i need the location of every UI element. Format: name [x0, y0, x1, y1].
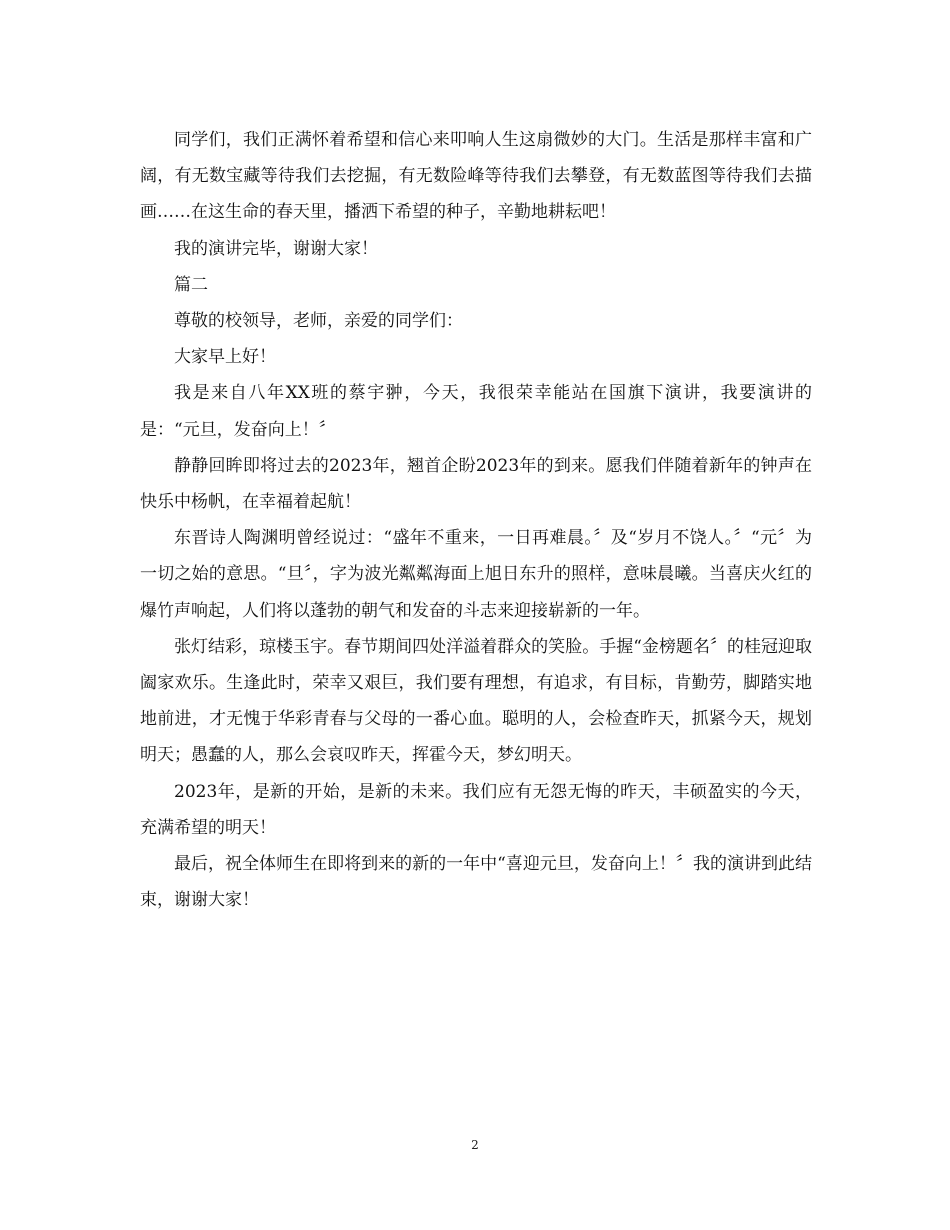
paragraph-6: 我是来自八年XX班的蔡宇翀，今天，我很荣幸能站在国旗下演讲，我要演讲的是：“元旦，发奋向上！〞 [140, 383, 812, 440]
paragraph-7: 静静回眸即将过去的2023年，翘首企盼2023年的到来。愿我们伴随着新年的钟声在快乐中杨帆，在幸福着起航！ [140, 455, 812, 513]
document-body [140, 122, 812, 918]
paragraph-2: 我的演讲完毕，谢谢大家！ [174, 238, 378, 259]
paragraph-8: 东晋诗人陶渊明曾经说过：“盛年不重来，一日再难晨。〞及“岁月不饶人。〞“元〞为一切之始的意思。“旦〞，字为波光粼粼海面上旭日东升的照样，意味晨曦。当喜庆火红的爆竹声响起，人们将以蓬勃的朝气和发奋的斗志来迎接崭新的一年。 [140, 528, 812, 621]
paragraph-10: 2023年，是新的开始，是新的未来。我们应有无怨无悔的昨天，丰硕盈实的今天，充满希望的明天！ [140, 781, 812, 838]
paragraph-11: 最后，祝全体师生在即将到来的新的一年中“喜迎元旦，发奋向上！〞我的演讲到此结束，谢谢大家！ [140, 854, 812, 911]
paragraph-1: 同学们，我们正满怀着希望和信心来叩响人生这扇微妙的大门。生活是那样丰富和广阔，有无数宝藏等待我们去挖掘，有无数险峰等待我们去攀登，有无数蓝图等待我们去描画……在这生命的春天里，播洒下希望的种子，辛勤地耕耘吧！ [140, 130, 812, 223]
salutation: 尊敬的校领导，老师，亲爱的同学们： [174, 311, 463, 332]
paragraph-9: 张灯结彩，琼楼玉宇。春节期间四处洋溢着群众的笑脸。手握“金榜题名〞的桂冠迎取阖家欢乐。生逢此时，荣幸又艰巨，我们要有理想，有追求，有目标，肯勤劳，脚踏实地地前进，才无愧于华彩青春与父母的一番心血。聪明的人，会检查昨天，抓紧今天，规划明天；愚蠢的人，那么会哀叹昨天，挥霍今天，梦幻明天。 [140, 636, 812, 766]
page-number: 2 [471, 1138, 479, 1152]
greeting: 大家早上好！ [174, 347, 276, 368]
section-heading: 篇二 [174, 274, 208, 295]
